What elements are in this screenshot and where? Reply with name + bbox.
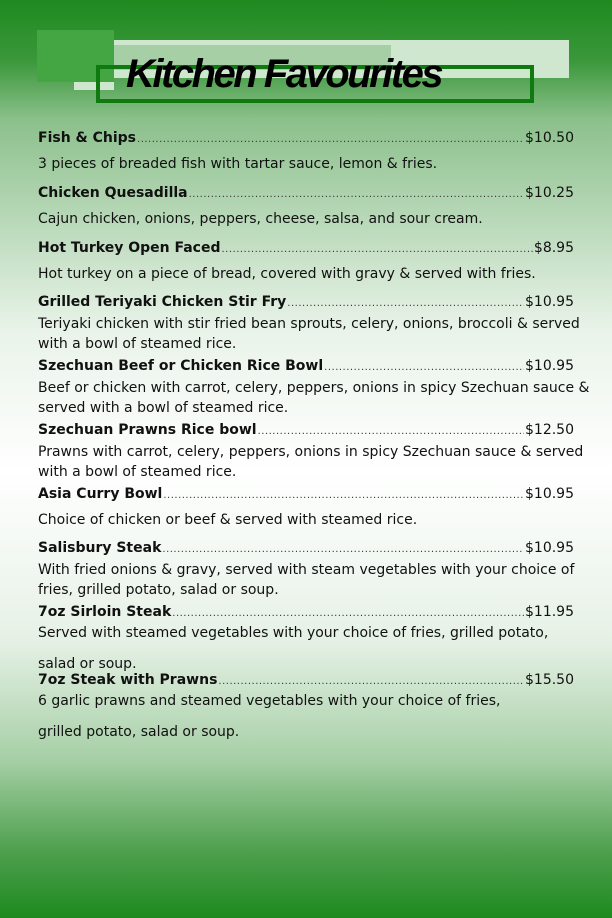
menu-item — [38, 538, 574, 600]
item-price: $10.95 — [525, 294, 574, 310]
item-name: Fish & Chips — [38, 130, 137, 146]
menu-item — [38, 238, 574, 284]
item-description: 6 garlic prawns and steamed vegetables with your choice of fries, — [38, 693, 501, 709]
menu-item — [38, 128, 574, 174]
item-price: $10.95 — [525, 486, 574, 502]
item-description: grilled potato, salad or soup. — [38, 724, 240, 740]
item-price: $11.95 — [525, 604, 574, 620]
item-price: $12.50 — [525, 422, 574, 438]
item-name: Salisbury Steak — [38, 540, 162, 556]
item-price: $8.95 — [533, 240, 574, 256]
menu-item — [38, 356, 590, 418]
item-description: with a bowl of steamed rice. — [38, 336, 237, 352]
item-name: 7oz Steak with Prawns — [38, 672, 218, 688]
item-price: $10.95 — [525, 540, 574, 556]
item-name: Hot Turkey Open Faced — [38, 240, 221, 256]
dot-leader — [287, 292, 524, 314]
menu-item — [38, 670, 574, 748]
item-price: $15.50 — [525, 672, 574, 688]
item-price: $10.25 — [525, 185, 574, 201]
item-description: Teriyaki chicken with stir fried bean sprouts, celery, onions, broccoli & served — [38, 316, 580, 332]
dot-leader — [163, 484, 524, 506]
item-description: Prawns with carrot, celery, peppers, onions in spicy Szechuan sauce & served — [38, 444, 584, 460]
dot-leader — [221, 238, 532, 260]
dot-leader — [137, 128, 524, 150]
menu-item — [38, 183, 574, 229]
item-description: Cajun chicken, onions, peppers, cheese, salsa, and sour cream. — [38, 211, 483, 227]
item-price: $10.50 — [525, 130, 574, 146]
dot-leader — [324, 356, 524, 378]
item-description: Served with steamed vegetables with your choice of fries, grilled potato, — [38, 625, 549, 641]
item-description: fries, grilled potato, salad or soup. — [38, 582, 279, 598]
item-description: 3 pieces of breaded fish with tartar sauce, lemon & fries. — [38, 156, 438, 172]
dot-leader — [258, 420, 524, 442]
dot-leader — [189, 183, 524, 205]
item-name: Chicken Quesadilla — [38, 185, 188, 201]
menu-item — [38, 420, 584, 482]
page-title: Kitchen Favourites — [126, 52, 442, 96]
item-description: with a bowl of steamed rice. — [38, 464, 237, 480]
menu-item — [38, 484, 574, 530]
item-name: Grilled Teriyaki Chicken Stir Fry — [38, 294, 287, 310]
item-description: Hot turkey on a piece of bread, covered with gravy & served with fries. — [38, 266, 536, 282]
menu-item — [38, 602, 574, 680]
item-description: salad or soup. — [38, 656, 137, 672]
dot-leader — [162, 538, 524, 560]
item-name: Szechuan Prawns Rice bowl — [38, 422, 257, 438]
item-name: 7oz Sirloin Steak — [38, 604, 172, 620]
item-name: Szechuan Beef or Chicken Rice Bowl — [38, 358, 324, 374]
item-name: Asia Curry Bowl — [38, 486, 163, 502]
item-description: Beef or chicken with carrot, celery, peppers, onions in spicy Szechuan sauce & — [38, 380, 590, 396]
menu-item — [38, 292, 580, 354]
item-description: served with a bowl of steamed rice. — [38, 400, 289, 416]
item-description: Choice of chicken or beef & served with steamed rice. — [38, 512, 418, 528]
item-price: $10.95 — [525, 358, 574, 374]
item-description: With fried onions & gravy, served with steam vegetables with your choice of — [38, 562, 575, 578]
